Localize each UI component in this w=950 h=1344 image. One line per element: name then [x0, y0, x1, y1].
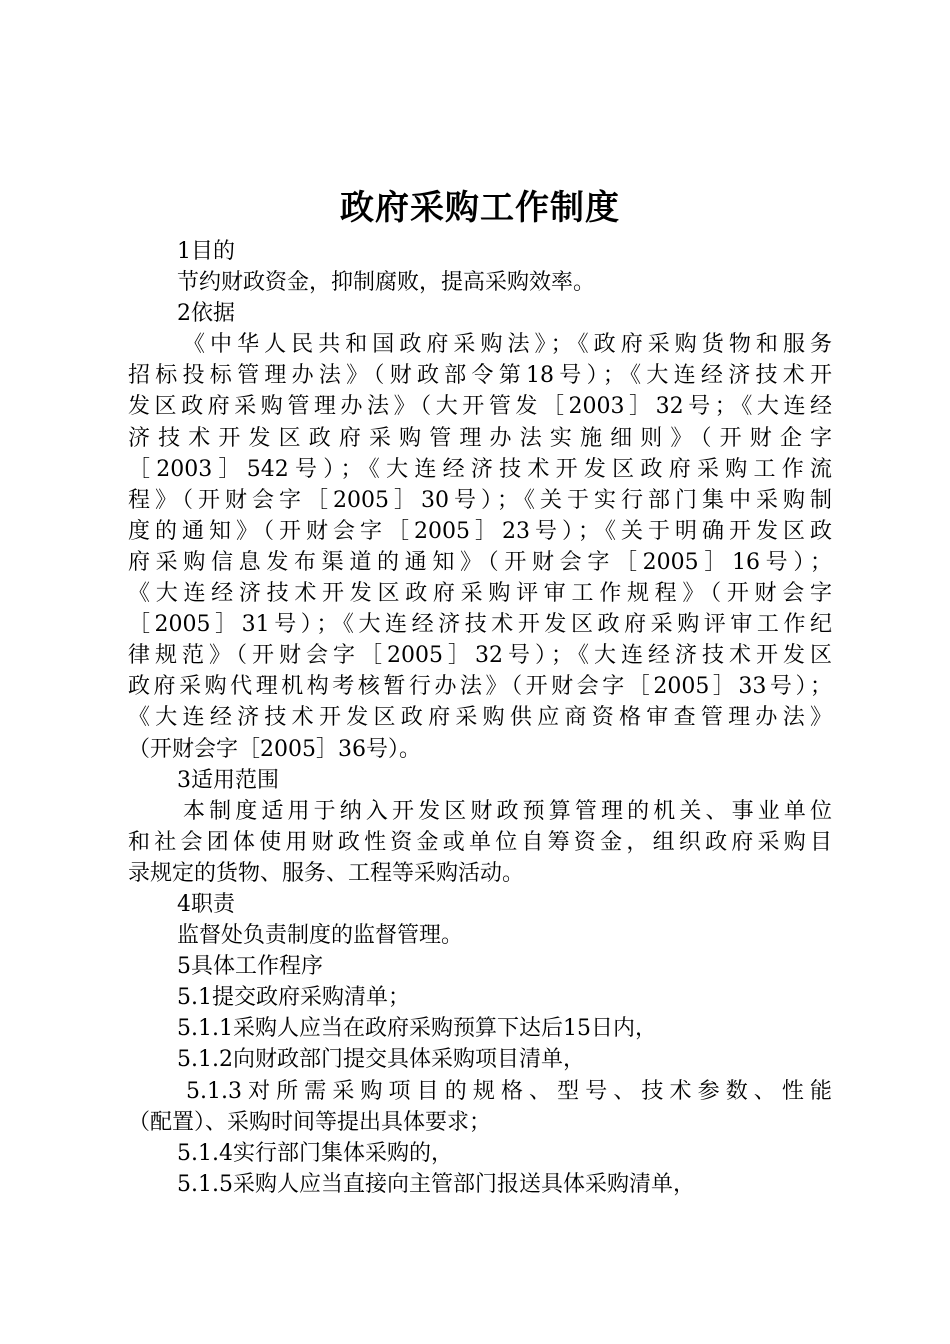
text-line: 5.1.1采购人应当在政府采购预算下达后15日内， — [177, 1016, 657, 1042]
text-line: 《大连经济技术开发区政府采购供应商资格审查管理办法》 — [128, 705, 832, 731]
text-line: 程》（开财会字［2005］30号）；《关于实行部门集中采购制 — [128, 487, 832, 513]
text-line: ［2005］31号）；《大连经济技术开发区政府采购评审工作纪 — [128, 612, 832, 638]
text-line: 节约财政资金，抑制腐败，提高采购效率。 — [177, 270, 596, 296]
text-line: 本制度适用于纳入开发区财政预算管理的机关、事业单位 — [183, 798, 832, 824]
text-line: 招标投标管理办法》（财政部令第18号）；《大连经济技术开 — [128, 363, 832, 389]
text-line: 录规定的货物、服务、工程等采购活动。 — [128, 860, 525, 886]
text-line: ［2003］542号）；《大连经济技术开发区政府采购工作流 — [128, 456, 832, 482]
text-line: 律规范》（开财会字［2005］32号）；《大连经济技术开发区 — [128, 643, 832, 669]
text-line: 5.1提交政府采购清单； — [177, 985, 410, 1011]
page-title: 政府采购工作制度 — [340, 188, 620, 228]
text-line: 5.1.4实行部门集体采购的， — [177, 1140, 453, 1166]
text-line: 5.1.5采购人应当直接向主管部门报送具体采购清单， — [177, 1171, 695, 1197]
text-line: 度的通知》（开财会字［2005］23号）；《关于明确开发区政 — [128, 518, 832, 544]
text-line: 5具体工作程序 — [177, 954, 323, 980]
text-line: 2依据 — [177, 301, 235, 327]
text-line: 《大连经济技术开发区政府采购评审工作规程》（开财会字 — [128, 581, 832, 607]
text-line: 1目的 — [177, 239, 235, 264]
text-line: 府采购信息发布渠道的通知》（开财会字［2005］16号）； — [128, 549, 832, 575]
text-line: 3适用范围 — [177, 767, 279, 793]
text-line: （配置）、采购时间等提出具体要求； — [128, 1109, 492, 1135]
text-line: 5.1.2向财政部门提交具体采购项目清单， — [177, 1047, 585, 1073]
document-body — [128, 236, 832, 1200]
text-line: 监督处负责制度的监督管理。 — [177, 923, 464, 949]
text-line: 和社会团体使用财政性资金或单位自筹资金，组织政府采购目 — [128, 829, 832, 855]
text-line: 4职责 — [177, 891, 235, 917]
text-line: 发区政府采购管理办法》（大开管发［2003］32号；《大连经 — [128, 394, 832, 420]
text-line: （开财会字［2005］36号）。 — [128, 736, 421, 762]
text-line: 政府采购代理机构考核暂行办法》（开财会字［2005］33号）； — [128, 674, 832, 700]
text-line: 济技术开发区政府采购管理办法实施细则》（开财企字 — [128, 425, 832, 451]
text-line: 5.1.3对所需采购项目的规格、型号、技术参数、性能 — [186, 1078, 832, 1104]
text-line: 《中华人民共和国政府采购法》；《政府采购货物和服务 — [183, 332, 832, 358]
